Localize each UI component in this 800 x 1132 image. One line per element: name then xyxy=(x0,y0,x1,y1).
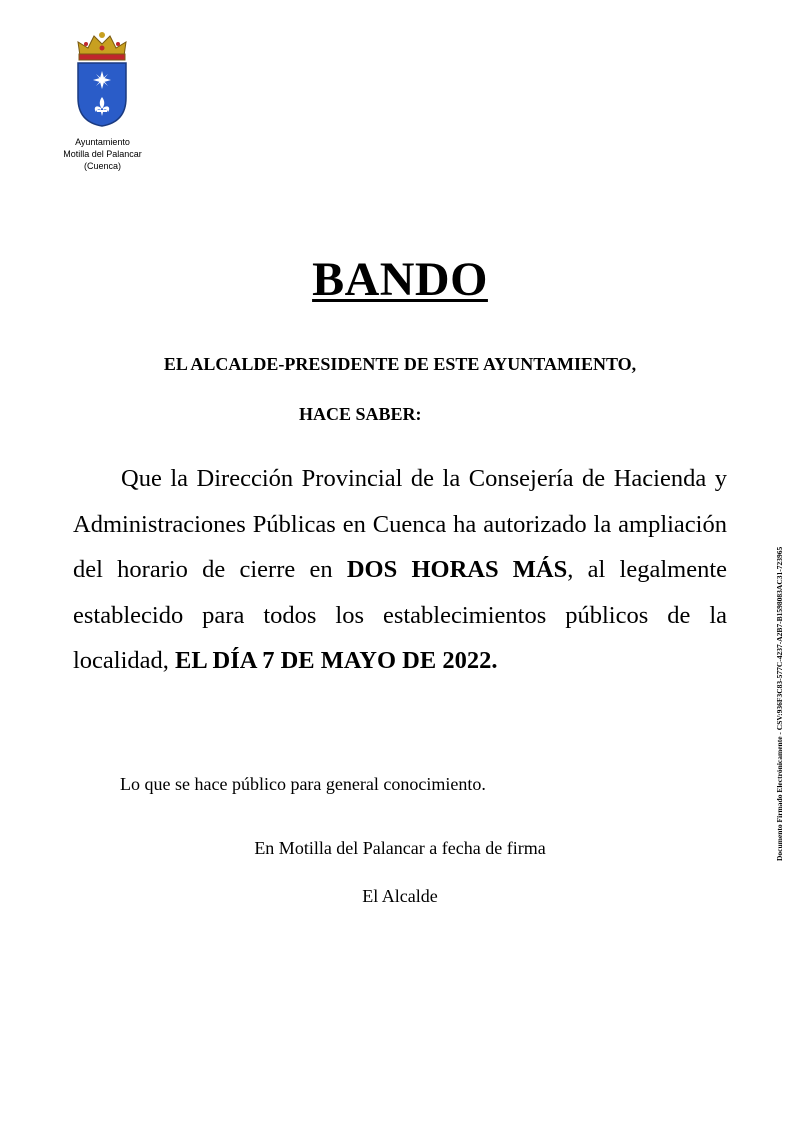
body-paragraph xyxy=(73,456,727,684)
org-line-3: (Cuenca) xyxy=(83,161,121,171)
signer-line: El Alcalde xyxy=(362,886,438,906)
org-line-1: Ayuntamiento xyxy=(75,137,130,147)
issuer-heading: EL ALCALDE-PRESIDENTE DE ESTE AYUNTAMIENTO, xyxy=(163,354,637,374)
body-bold-1: DOS HORAS MÁS xyxy=(346,556,568,583)
document-title: BANDO xyxy=(312,253,488,306)
announcement-heading: HACE SABER: xyxy=(299,404,422,424)
body-text-1: Que la Dirección Provincial de la Consejería de Hacienda y Administraciones Públicas en Cuenca ha autorizado la ampliación del horario de cierre en xyxy=(73,465,727,583)
coat-of-arms-icon xyxy=(74,30,130,130)
signature-stamp-text: Documento Firmado Electrónicamente - CSV:936F3C83-577C-4237-A2B7-B1598083AC31-723965 xyxy=(775,546,784,861)
closing-line: Lo que se hace público para general conocimiento. xyxy=(120,774,486,794)
org-line-2: Motilla del Palancar xyxy=(63,149,142,159)
electronic-signature-stamp xyxy=(774,471,786,861)
organization-name xyxy=(40,136,165,172)
place-date-line: En Motilla del Palancar a fecha de firma xyxy=(254,838,546,858)
body-bold-2: EL DÍA 7 DE MAYO DE 2022. xyxy=(175,647,498,674)
body-text-2: , al legalmente establecido para todos los establecimientos públicos de la localidad, xyxy=(73,556,728,674)
